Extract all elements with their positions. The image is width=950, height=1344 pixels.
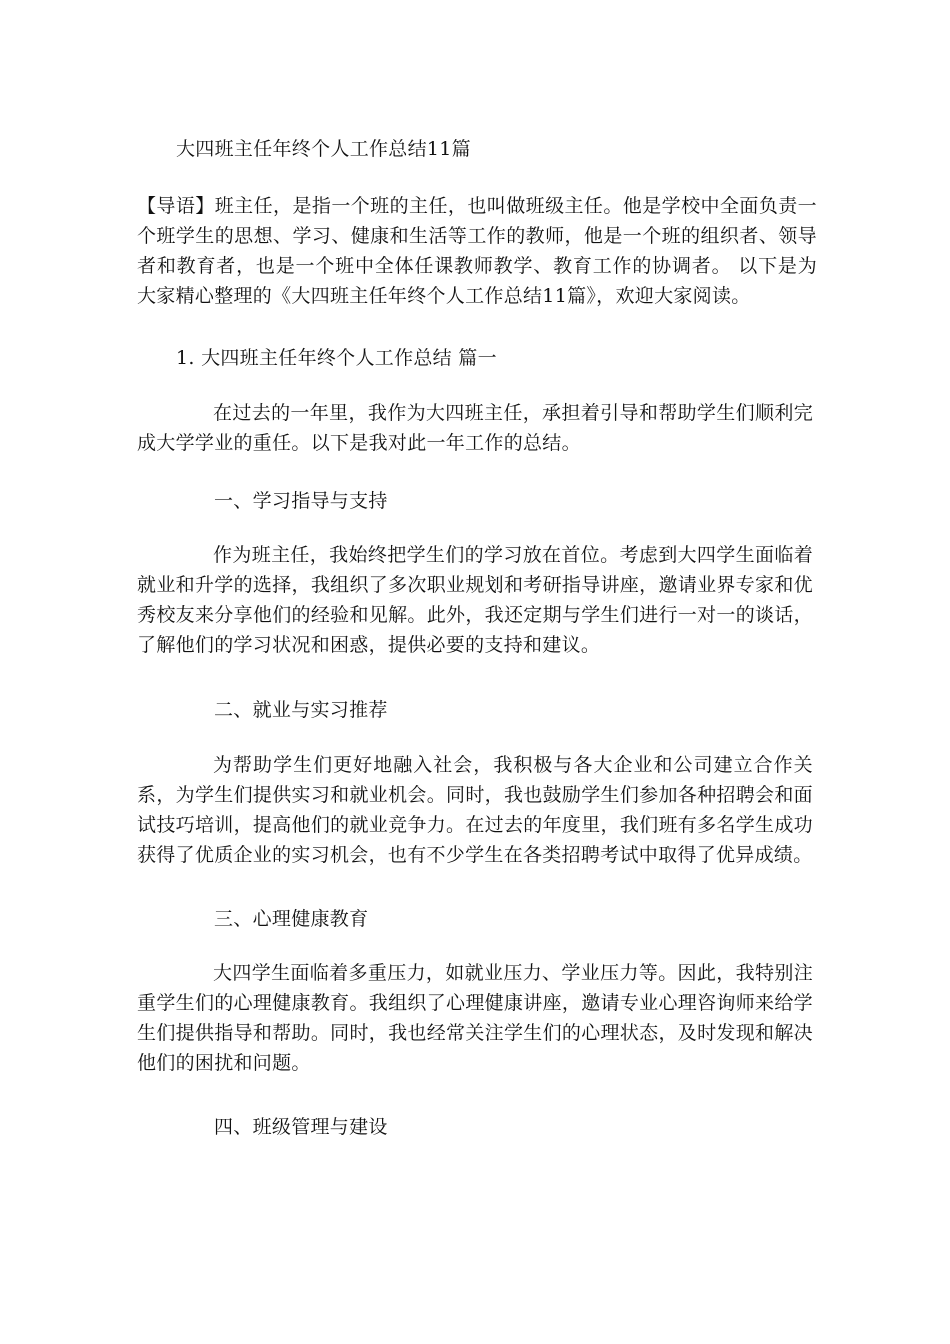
paragraph-4: 大四学生面临着多重压力，如就业压力、学业压力等。因此，我特别注重学生们的心理健康教育。我组织了心理健康讲座，邀请专业心理咨询师来给学生们提供指导和帮助。同时，我也经常关注学生们的心理状态，及时发现和解决他们的困扰和问题。 — [137, 962, 813, 1074]
section-title: 1. 大四班主任年终个人工作总结 篇一 — [176, 347, 497, 369]
document-title: 大四班主任年终个人工作总结11篇 — [176, 138, 471, 160]
paragraph-3: 为帮助学生们更好地融入社会，我积极与各大企业和公司建立合作关系，为学生们提供实习和就业机会。同时，我也鼓励学生们参加各种招聘会和面试技巧培训，提高他们的就业竞争力。在过去的年度里，我们班有多名学生成功获得了优质企业的实习机会，也有不少学生在各类招聘考试中取得了优异成绩。 — [137, 754, 813, 866]
paragraph-1: 在过去的一年里，我作为大四班主任，承担着引导和帮助学生们顺利完成大学学业的重任。以下是我对此一年工作的总结。 — [137, 402, 813, 454]
heading-4: 四、班级管理与建设 — [214, 1116, 388, 1138]
heading-1: 一、学习指导与支持 — [214, 490, 388, 512]
intro-paragraph: 【导语】班主任，是指一个班的主任，也叫做班级主任。他是学校中全面负责一个班学生的思想、学习、健康和生活等工作的教师，他是一个班的组织者、领导者和教育者，也是一个班中全体任课教师教学、教育工作的协调者。 以下是为大家精心整理的《大四班主任年终个人工作总结11篇》，欢迎大家阅读。 — [137, 195, 817, 307]
heading-3: 三、心理健康教育 — [214, 908, 369, 930]
heading-2: 二、就业与实习推荐 — [214, 699, 388, 721]
paragraph-2: 作为班主任，我始终把学生们的学习放在首位。考虑到大四学生面临着就业和升学的选择，我组织了多次职业规划和考研指导讲座，邀请业界专家和优秀校友来分享他们的经验和见解。此外，我还定期与学生们进行一对一的谈话，了解他们的学习状况和困惑，提供必要的支持和建议。 — [137, 544, 813, 656]
